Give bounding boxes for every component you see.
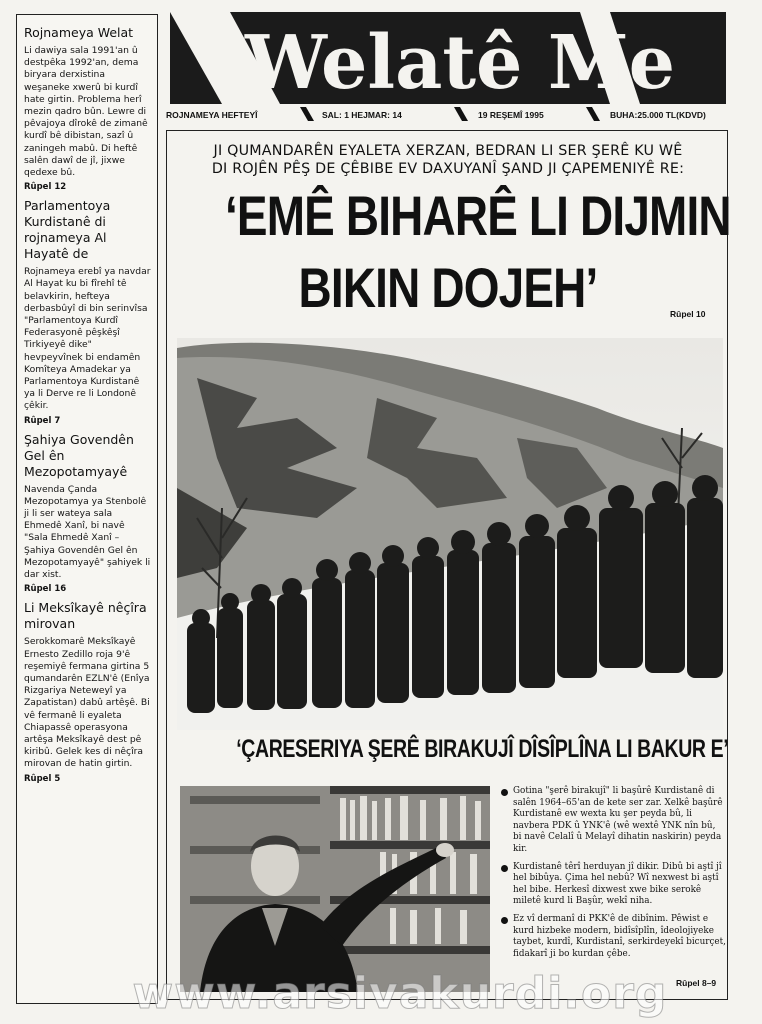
slash-mark-icon: [586, 107, 600, 121]
sidebar-item-title: Şahiya Govendên Gel ên Mezopotamyayê: [24, 431, 134, 479]
bullet-paragraph: Ez vî dermanî di PKK'ê de dibînim. Pêwist e kurd hizbeke modern, bidîsîplîn, îdeolojiyeke taybet, kurdî, Kurdistanî, serkirdeyekî bicurçet, fidakarî ji bo kurdan çêbe.: [500, 914, 726, 960]
sidebar-item-body: Navenda Çanda Mezopotamya ya Stenbolê ji li ser wateya sala Ehmedê Xanî, bi navê "Sala Ehmedê Xanî – Şahiya Govendên Gel ên Mezopotamyayê" şahiyek li dar xist.: [24, 483, 151, 581]
sidebar-item-title: Rojnameya Welat: [24, 25, 134, 40]
photo-man-at-bookshelf: [180, 786, 490, 992]
sidebar-item-welat[interactable]: [24, 25, 151, 192]
main-headline[interactable]: BIKIN DOJEH’: [298, 256, 598, 319]
photo-fighters-in-snow: [177, 338, 723, 730]
masthead: [170, 10, 726, 106]
sidebar-item-title: Parlamentoya Kurdistanê di rojnameya Al Hayatê de: [24, 198, 111, 262]
slash-mark-icon: [300, 107, 314, 121]
issue-price: BUHA:25.000 TL(KDVD): [610, 110, 706, 120]
sidebar-item-page-ref: Rûpel 12: [24, 182, 67, 193]
archive-watermark: www.arsivakurdi.org: [132, 968, 668, 1019]
headline-page-ref[interactable]: Rûpel 10: [670, 309, 706, 319]
sidebar-news-briefs: [16, 14, 158, 1004]
logo-text: Welatê Me: [244, 20, 675, 106]
slash-mark-icon: [454, 107, 468, 121]
issue-date: 19 REŞEMÎ 1995: [478, 110, 544, 120]
bullet-paragraph: Gotina "şerê birakujî" li başûrê Kurdistanê di salên 1964–65'an de kete ser zar. Xelkê başûrê Kurdistanê ew wexta ku şer peyda bû, li navbera PDK û YNK'ê (wê wextê YNK nîn bû, bi navê Celalî û Melayî dihatin naskirin) peyda kir.: [500, 786, 726, 856]
article-page-ref[interactable]: Rûpel 8–9: [676, 978, 717, 988]
sidebar-item-sahiya[interactable]: [24, 432, 151, 595]
sidebar-item-body: Li dawiya sala 1991'an û destpêka 1992'an, dema biryara derxistina weşaneke xwerû bi kurdî hate girtin. Problema herî mezin qadro bûn. Lewre di pêvajoya dîrokê de zimanê kurdî bê dibistan, sazî û zaningeh mabû. Di heftê salên dawî de jî, jixwe qedexe bû.: [24, 45, 148, 179]
sidebar-item-body: Serokkomarê Meksîkayê Ernesto Zedillo roja 9'ê reşemiyê fermana girtina 5 qumandarên EZLN'ê (Enîya Rizgariya Neteweyî ya Zapatistan) dabû artêşê. Bi vê fermanê li eyaleta Chiapassê operasyona artêşa Meksîkayê dest pê kiribû. Gelek kes di nêçîra mirovan de hatin girtin.: [24, 636, 150, 770]
sidebar-item-meksika[interactable]: [24, 600, 151, 783]
sidebar-item-page-ref: Rûpel 5: [24, 773, 61, 784]
secondary-headline[interactable]: ‘ÇARESERIYA ŞERÊ BIRAKUJÎ DÎSÎPLÎNA LI BAKUR E’: [236, 735, 729, 763]
sidebar-item-parlamento[interactable]: [24, 198, 151, 425]
newspaper-logo[interactable]: [170, 10, 726, 106]
issue-number: SAL: 1 HEJMAR: 14: [322, 110, 402, 120]
kicker-line: JI QUMANDARÊN EYALETA XERZAN, BEDRAN LI SER ŞERÊ KU WÊ: [213, 143, 683, 159]
main-headline[interactable]: ‘EMÊ BIHARÊ LI DIJMIN: [224, 184, 731, 247]
masthead-info-bar: [166, 110, 728, 124]
bullet-paragraph: Kurdistanê têrî herduyan jî dikir. Dibû bi aştî jî hel bibûya. Çima hel nebû? Wî nexwest bi aştî hel bibe. Herkesî dixwest xwe bike serokê miletê kurd li Başûr, wekî niha.: [500, 862, 726, 908]
sidebar-item-page-ref: Rûpel 7: [24, 415, 61, 426]
sidebar-item-page-ref: Rûpel 16: [24, 584, 67, 595]
sidebar-item-body: Rojnameya erebî ya navdar Al Hayat ku bi fîrehî tê belavkirin, hefteya derbasbûyî di bin serinvîsa "Parlamentoya Kurdî Federasyonê pêşkêşî Tirkiyeyê dike" hevpeyvînek bi endamên Komîteya Amadekar ya Parlamentoya Kurdistanê ya li Derve re li Londonê çêkir.: [24, 266, 151, 412]
paper-subtitle: ROJNAMEYA HEFTEYÎ: [166, 110, 258, 120]
article-bullets: [500, 786, 726, 966]
sidebar-item-title: Li Meksîkayê nêçîra mirovan: [24, 600, 147, 632]
headline-kicker: [176, 142, 720, 178]
kicker-line: DI ROJÊN PÊŞ DE ÇÊBIBE EV DAXUYANÎ ŞAND JI ÇAPEMENIYÊ RE:: [211, 161, 685, 177]
